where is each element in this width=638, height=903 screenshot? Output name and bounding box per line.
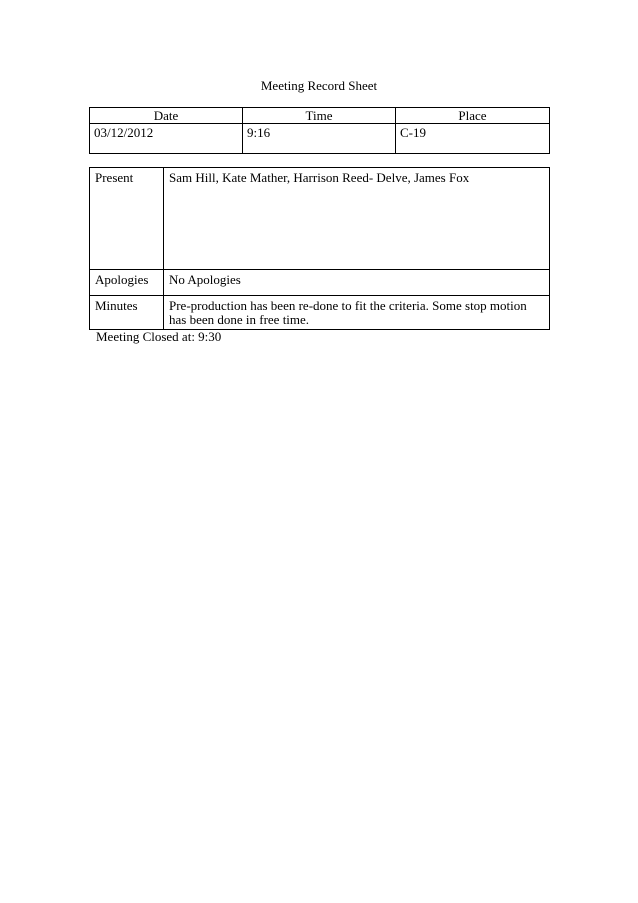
meeting-info-table	[89, 107, 550, 154]
date-value: 03/12/2012	[90, 124, 243, 154]
apologies-label: Apologies	[90, 270, 164, 296]
time-header: Time	[243, 108, 396, 124]
present-label: Present	[90, 168, 164, 270]
document-title: Meeting Record Sheet	[260, 78, 378, 93]
present-value: Sam Hill, Kate Mather, Harrison Reed- Delve, James Fox	[164, 168, 550, 270]
minutes-label: Minutes	[90, 296, 164, 330]
place-value: C-19	[396, 124, 550, 154]
apologies-row	[90, 270, 550, 296]
info-header-row	[90, 108, 550, 124]
meeting-closed-note: Meeting Closed at: 9:30	[96, 329, 222, 344]
place-header: Place	[396, 108, 550, 124]
time-value: 9:16	[243, 124, 396, 154]
info-value-row	[90, 124, 550, 154]
meeting-detail-table	[89, 167, 550, 330]
minutes-value: Pre-production has been re-done to fit the criteria. Some stop motion has been done in free time.	[164, 296, 550, 330]
apologies-value: No Apologies	[164, 270, 550, 296]
present-row	[90, 168, 550, 270]
minutes-row	[90, 296, 550, 330]
date-header: Date	[90, 108, 243, 124]
